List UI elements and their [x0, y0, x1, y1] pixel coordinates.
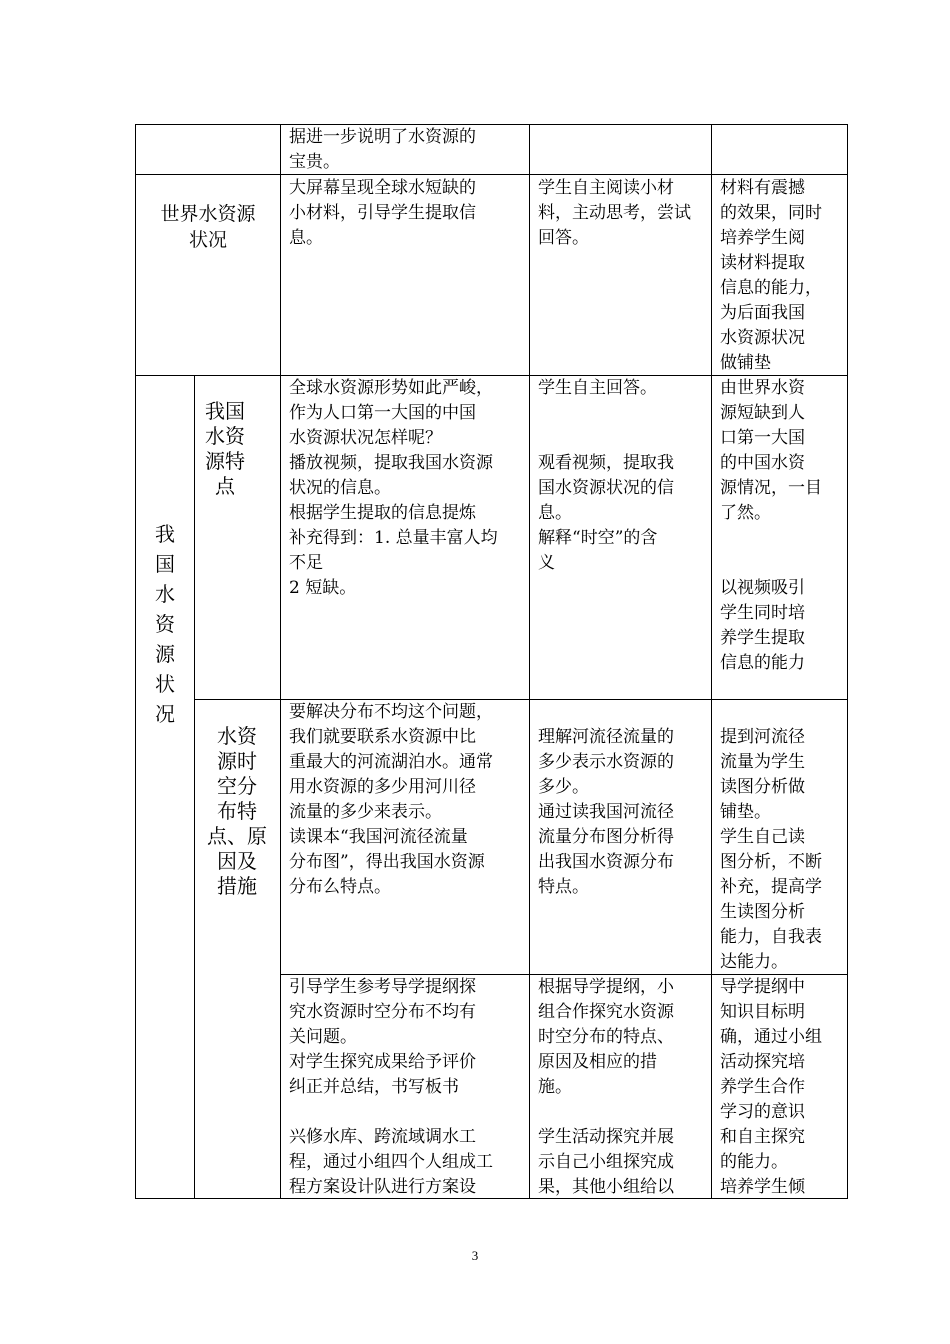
row1-teacher-cell: 据进一步说明了水资源的 宝贵。	[289, 127, 476, 172]
row3-intent-cell: 由世界水资 源短缺到人 口第一大国 的中国水资 源情况，一目 了然。 以视频吸引 学生同时培 养学生提取 信息的能力	[720, 378, 822, 673]
row4-teacher-cell: 要解决分布不均这个问题， 我们就要联系水资源中比 重最大的河流湖泊水。通常 用水资源的多少用河川径 流量的多少来表示。 读课本“我国河流径流量 分布图”，得出我国水资源 分布么特点。	[289, 702, 493, 897]
table-line	[847, 124, 848, 1199]
page-number: 3	[471, 1248, 479, 1263]
table-line	[194, 375, 195, 1199]
row3-teacher-cell: 全球水资源形势如此严峻， 作为人口第一大国的中国 水资源状况怎样呢？ 播放视频，提取我国水资源 状况的信息。 根据学生提取的信息提炼 补充得到：1. 总量丰富人均 不足 2 短缺。	[289, 378, 498, 598]
table-line	[280, 124, 281, 1199]
row4-subtopic-cell: 水资 源时 空分 布特 点、原 因及 措施	[207, 724, 267, 898]
table-line	[711, 124, 712, 1199]
row2-topic-cell: 世界水资源 状况	[160, 203, 256, 251]
row2-intent-cell: 材料有震撼 的效果，同时 培养学生阅 读材料提取 信息的能力， 为后面我国 水资源状况 做铺垫	[720, 178, 822, 373]
row3-student-cell: 学生自主回答。 观看视频，提取我 国水资源状况的信 息。 解释“时空”的含 义	[538, 378, 674, 573]
row4-student-cell: 理解河流径流量的 多少表示水资源的 多少。 通过读我国河流径 流量分布图分析得 出我国水资源分布 特点。	[538, 727, 674, 897]
row5-teacher-cell: 引导学生参考导学提纲探 究水资源时空分布不均有 关问题。 对学生探究成果给予评价 纠正并总结，书写板书 兴修水库、跨流域调水工 程，通过小组四个人组成工 程方案设计队进行方案设	[289, 977, 493, 1197]
row5-intent-cell: 导学提纲中 知识目标明 确，通过小组 活动探究培 养学生合作 学习的意识 和自主探究 的能力。 培养学生倾	[720, 977, 822, 1197]
row4-intent-cell: 提到河流径 流量为学生 读图分析做 铺垫。 学生自己读 图分析，不断 补充，提高学 生读图分析 能力，自我表 达能力。	[720, 727, 822, 972]
row3-subtopic-cell: 我国 水资 源特 点	[205, 399, 245, 498]
row5-student-cell: 根据导学提纲，小 组合作探究水资源 时空分布的特点、 原因及相应的措 施。 学生活动探究并展 示自己小组探究成 果，其他小组给以	[538, 977, 674, 1197]
table-line	[529, 124, 530, 1199]
row2-teacher-cell: 大屏幕呈现全球水短缺的 小材料，引导学生提取信 息。	[289, 178, 476, 248]
group-topic-cell: 我 国 水 资 源 状 况	[155, 522, 175, 726]
row2-student-cell: 学生自主阅读小材 料，主动思考，尝试 回答。	[538, 178, 691, 248]
